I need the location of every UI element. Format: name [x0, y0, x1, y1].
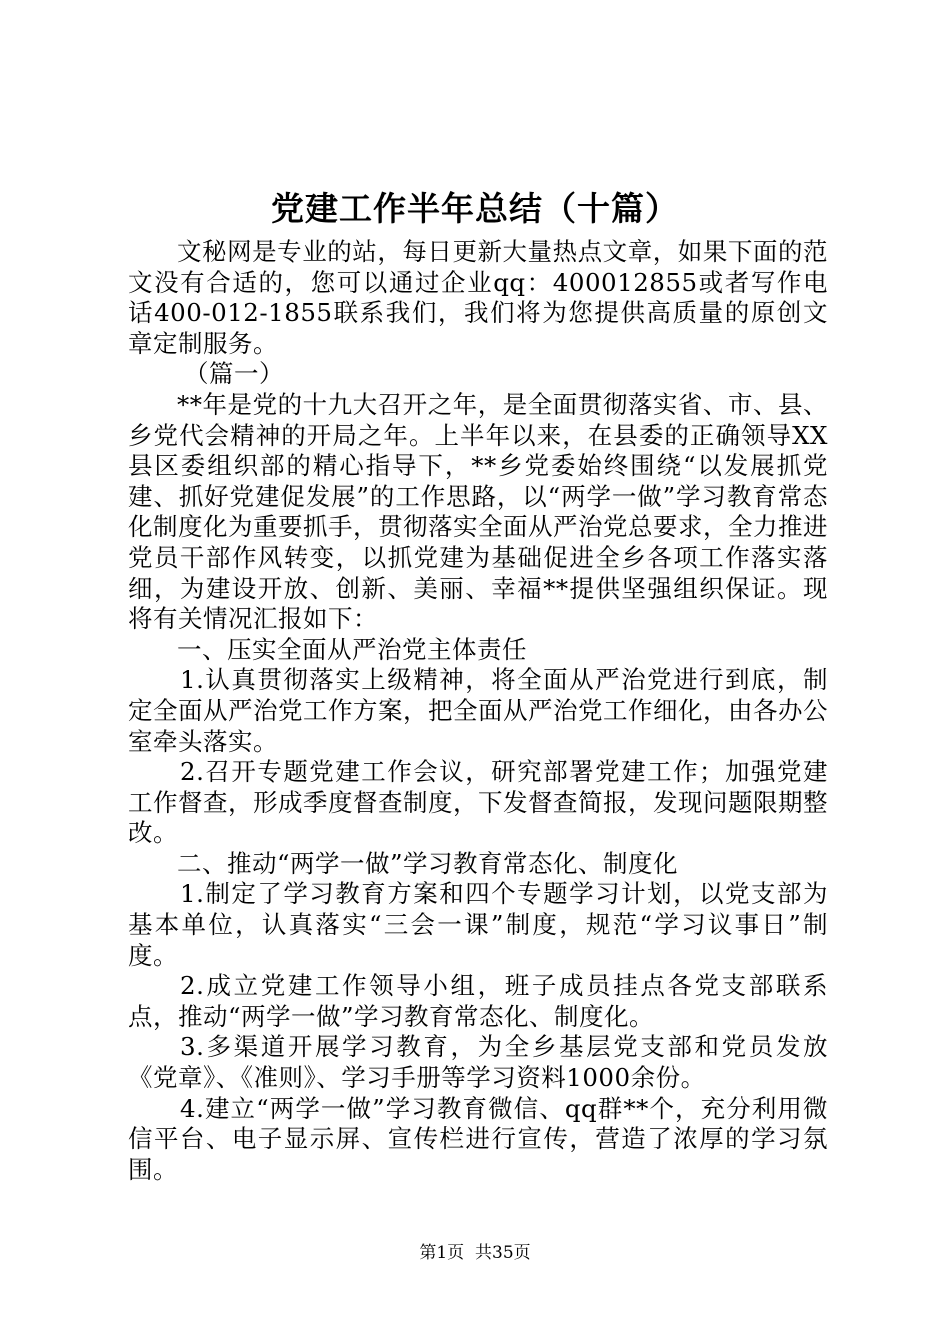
item-2-3: 3.多渠道开展学习教育，为全乡基层党支部和党员发放《党章》、《准则》、学习手册等学习资料1000余份。	[128, 1032, 828, 1093]
page-footer	[0, 1241, 950, 1265]
item-2-4: 4.建立“两学一做”学习教育微信、qq群**个，充分利用微信平台、电子显示屏、宣传栏进行宣传，营造了浓厚的学习氛围。	[128, 1093, 828, 1184]
document-title: 党建工作半年总结（十篇）	[271, 189, 679, 228]
page-total: 共35页	[475, 1243, 531, 1263]
item-2-2: 2.成立党建工作领导小组，班子成员挂点各党支部联系点，推动“两学一做”学习教育常态化、制度化。	[128, 971, 828, 1031]
intro-paragraph: 文秘网是专业的站，每日更新大量热点文章，如果下面的范文没有合适的，您可以通过企业qq：400012855或者写作电话400-012-1855联系我们，我们将为您提供高质量的原创文章定制服务。	[128, 237, 828, 358]
item-2-1: 1.制定了学习教育方案和四个专题学习计划，以党支部为基本单位，认真落实“三会一课”制度，规范“学习议事日”制度。	[128, 879, 828, 970]
document-body	[128, 237, 828, 1185]
item-1-2: 2.召开专题党建工作会议，研究部署党建工作；加强党建工作督查，形成季度督查制度，下发督查简报，发现问题限期整改。	[128, 757, 828, 848]
section-label-part-one: （篇一）	[184, 359, 284, 389]
heading-one: 一、压实全面从严治党主体责任	[177, 634, 527, 664]
item-1-1: 1.认真贯彻落实上级精神，将全面从严治党进行到底，制定全面从严治党工作方案，把全面从严治党工作细化，由各办公室牵头落实。	[128, 665, 828, 756]
heading-two: 二、推动“两学一做”学习教育常态化、制度化	[177, 848, 679, 878]
summary-paragraph: **年是党的十九大召开之年，是全面贯彻落实省、市、县、乡党代会精神的开局之年。上半年以来，在县委的正确领导XX县区委组织部的精心指导下，**乡党委始终围绕“以发展抓党建、抓好党建促发展”的工作思路，以“两学一做”学习教育常态化制度化为重要抓手，贯彻落实全面从严治党总要求，全力推进党员干部作风转变，以抓党建为基础促进全乡各项工作落实落细，为建设开放、创新、美丽、幸福**提供坚强组织保证。现将有关情况汇报如下：	[128, 389, 828, 634]
page-number: 第1页	[419, 1243, 465, 1263]
